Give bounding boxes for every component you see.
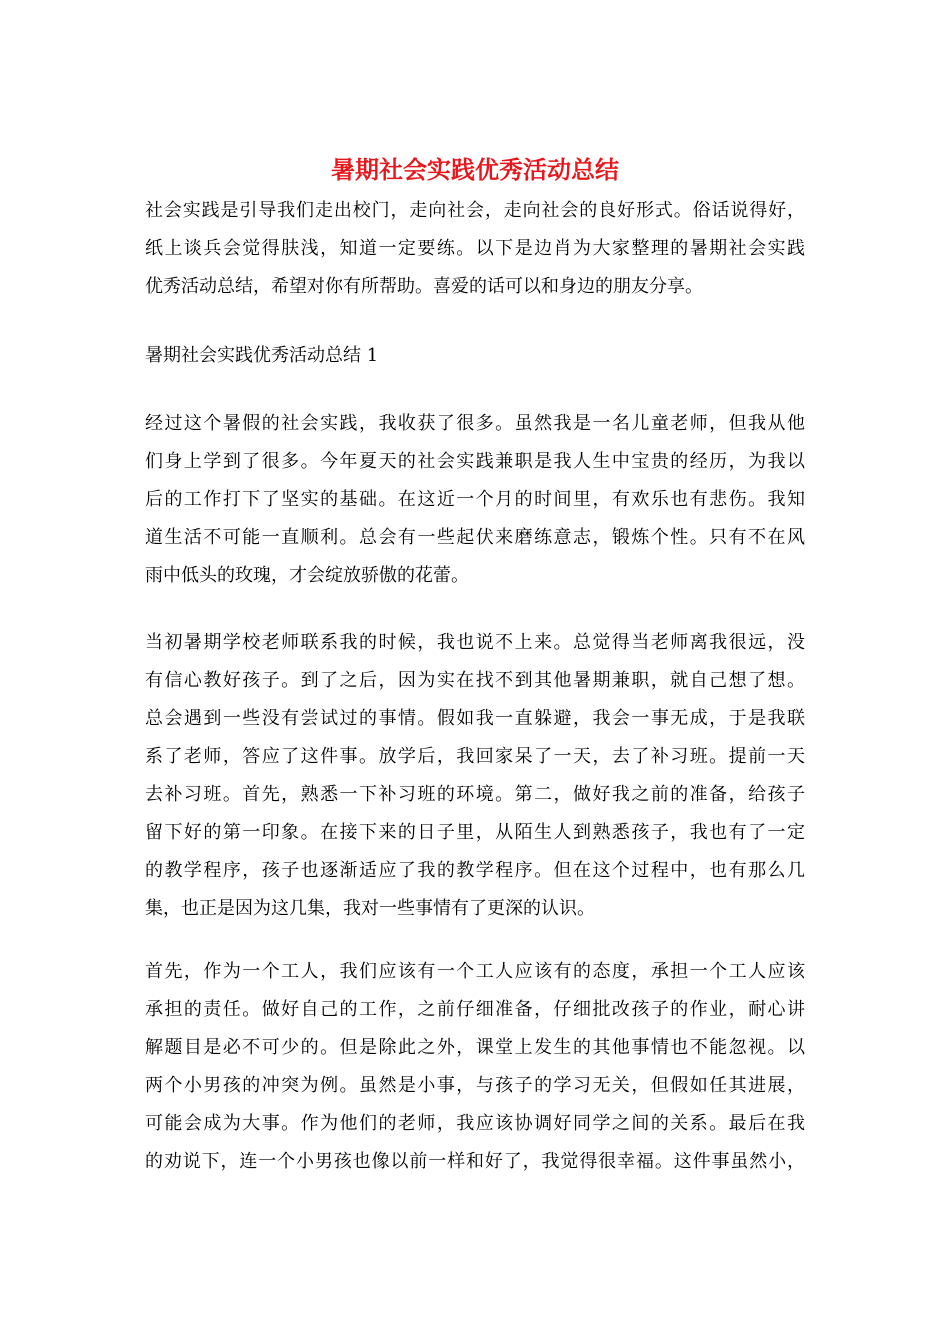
text-line: 承担的责任。做好自己的工作，之前仔细准备，仔细批改孩子的作业，耐心讲 xyxy=(145,999,805,1020)
paragraph-1 xyxy=(145,405,805,595)
text-line: 首先，作为一个工人，我们应该有一个工人应该有的态度，承担一个工人应该 xyxy=(145,961,805,982)
document-title: 暑期社会实践优秀活动总结 xyxy=(331,155,619,184)
paragraph-2 xyxy=(145,624,805,928)
subtitle-text: 暑期社会实践优秀活动总结 1 xyxy=(145,345,379,366)
text-line: 社会实践是引导我们走出校门，走向社会，走向社会的良好形式。俗话说得好， xyxy=(145,200,805,221)
text-line: 系了老师，答应了这件事。放学后，我回家呆了一天，去了补习班。提前一天 xyxy=(145,746,805,767)
text-line: 的教学程序，孩子也逐渐适应了我的教学程序。但在这个过程中，也有那么几 xyxy=(145,860,805,881)
text-line: 后的工作打下了坚实的基础。在这近一个月的时间里，有欢乐也有悲伤。我知 xyxy=(145,489,805,510)
text-line: 的劝说下，连一个小男孩也像以前一样和好了，我觉得很幸福。这件事虽然小， xyxy=(145,1151,805,1172)
text-line: 集，也正是因为这几集，我对一些事情有了更深的认识。 xyxy=(145,898,595,919)
text-line: 留下好的第一印象。在接下来的日子里，从陌生人到熟悉孩子，我也有了一定 xyxy=(145,822,805,843)
text-line: 们身上学到了很多。今年夏天的社会实践兼职是我人生中宝贵的经历，为我以 xyxy=(145,451,805,472)
intro-paragraph xyxy=(145,192,805,306)
text-line: 有信心教好孩子。到了之后，因为实在找不到其他暑期兼职，就自己想了想。 xyxy=(145,670,805,691)
text-line: 纸上谈兵会觉得肤浅，知道一定要练。以下是边肖为大家整理的暑期社会实践 xyxy=(145,238,805,259)
text-line: 道生活不可能一直顺利。总会有一些起伏来磨练意志，锻炼个性。只有不在风 xyxy=(145,527,805,548)
text-line: 去补习班。首先，熟悉一下补习班的环境。第二，做好我之前的准备，给孩子 xyxy=(145,784,805,805)
text-line: 当初暑期学校老师联系我的时候，我也说不上来。总觉得当老师离我很远，没 xyxy=(145,632,805,653)
paragraph-3 xyxy=(145,953,805,1181)
section-subtitle xyxy=(145,337,805,375)
text-line: 经过这个暑假的社会实践，我收获了很多。虽然我是一名儿童老师，但我从他 xyxy=(145,413,805,434)
text-line: 总会遇到一些没有尝试过的事情。假如我一直躲避，我会一事无成，于是我联 xyxy=(145,708,805,729)
text-line: 解题目是必不可少的。但是除此之外，课堂上发生的其他事情也不能忽视。以 xyxy=(145,1037,805,1058)
text-line: 可能会成为大事。作为他们的老师，我应该协调好同学之间的关系。最后在我 xyxy=(145,1113,805,1134)
text-line: 优秀活动总结，希望对你有所帮助。喜爱的话可以和身边的朋友分享。 xyxy=(145,276,703,297)
text-line: 两个小男孩的冲突为例。虽然是小事，与孩子的学习无关，但假如任其进展， xyxy=(145,1075,805,1096)
text-line: 雨中低头的玫瑰，才会绽放骄傲的花蕾。 xyxy=(145,565,469,586)
